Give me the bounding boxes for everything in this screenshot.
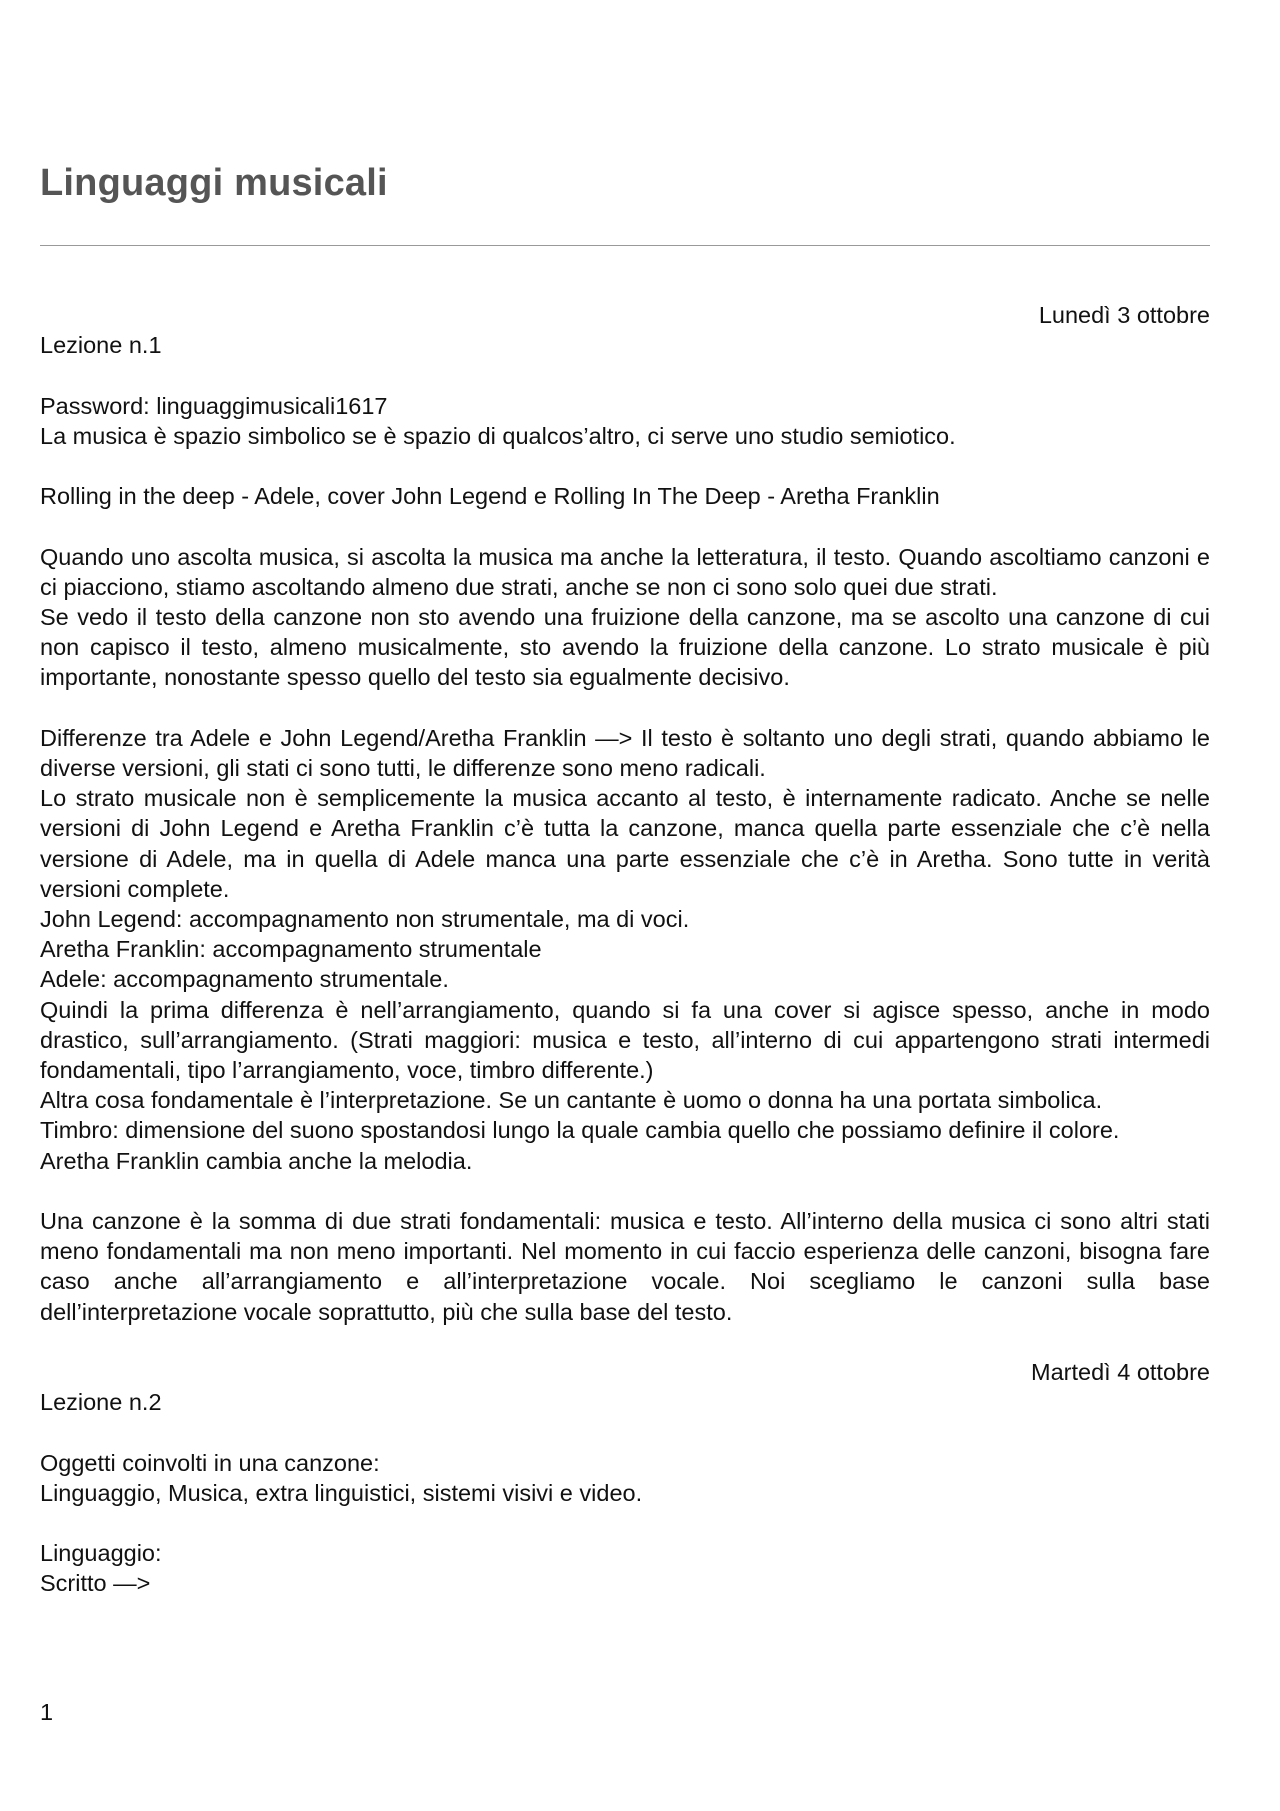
spacer [40, 451, 1210, 481]
spacer [40, 1176, 1210, 1206]
written-line: Scritto —> [40, 1570, 151, 1597]
lesson1-label: Lezione n.1 [40, 332, 162, 359]
objects-heading: Oggetti coinvolti in una canzone: [40, 1449, 380, 1476]
lesson1-date: Lunedì 3 ottobre [1038, 302, 1210, 328]
spacer [40, 1417, 1210, 1447]
title-divider [40, 245, 1210, 246]
spacer [40, 1508, 1210, 1538]
language-heading: Linguaggio: [40, 1540, 162, 1567]
paragraph-arrangement: Quindi la prima differenza è nell’arrangiamento, quando si fa una cover si agisce spesso, anche in modo drastico, sull’arrangiamento. (Strati maggiori: musica e testo, all’interno di cui appartengono strati intermedi fondamentali, tipo l’arrangiamento, voce, timbro differente.) [40, 996, 1210, 1084]
paragraph-melody: Aretha Franklin cambia anche la melodia. [40, 1147, 473, 1174]
line-aretha-franklin: Aretha Franklin: accompagnamento strumentale [40, 936, 542, 963]
lesson2-label: Lezione n.2 [40, 1389, 162, 1416]
line-john-legend: John Legend: accompagnamento non strumentale, ma di voci. [40, 906, 690, 932]
paragraph-differences: Differenze tra Adele e John Legend/Aretha Franklin —> Il testo è soltanto uno degli strati, quando abbiamo le diverse versioni, gli stati ci sono tutti, le differenze sono meno radicali. [40, 724, 1210, 781]
line-adele: Adele: accompagnamento strumentale. [40, 966, 449, 993]
page-number: 1 [40, 1699, 54, 1725]
lesson2-date: Martedì 4 ottobre [1031, 1359, 1210, 1386]
objects-list: Linguaggio, Musica, extra linguistici, sistemi visivi e video. [40, 1479, 643, 1506]
paragraph-interpretation: Altra cosa fondamentale è l’interpretazione. Se un cantante è uomo o donna ha una portata simbolica. [40, 1087, 1103, 1114]
intro-line: La musica è spazio simbolico se è spazio di qualcos’altro, ci serve uno studio semiotico. [40, 422, 956, 449]
spacer [40, 360, 1210, 390]
paragraph-musical-layer: Lo strato musicale non è semplicemente la musica accanto al testo, è internamente radicato. Anche se nelle versioni di John Legend e Aretha Franklin c’è tutta la canzone, manca quella parte essenziale che c’è nella versione di Adele, ma in quella di Adele manca una parte essenziale che c’è in Aretha. Sono tutte in verità versioni complete. [40, 785, 1210, 902]
paragraph-summary: Una canzone è la somma di due strati fondamentali: musica e testo. All’interno della musica ci sono altri stati meno fondamentali ma non meno importanti. Nel momento in cui faccio esperienza delle canzoni, bisogna fare caso anche all’arrangiamento e all’interpretazione vocale. Noi scegliamo le canzoni sulla base dell’interpretazione vocale soprattutto, più che sulla base del testo. [40, 1208, 1210, 1325]
spacer [40, 693, 1210, 723]
songs-line: Rolling in the deep - Adele, cover John Legend e Rolling In The Deep - Aretha Franklin [40, 483, 940, 510]
spacer [40, 1327, 1210, 1357]
paragraph-listening: Quando uno ascolta musica, si ascolta la musica ma anche la letteratura, il testo. Quando ascoltiamo canzoni e ci piacciono, stiamo ascoltando almeno due strati, anche se non ci sono solo quei due strati. [40, 543, 1210, 600]
paragraph-timbre: Timbro: dimensione del suono spostandosi lungo la quale cambia quello che possiamo definire il colore. [40, 1117, 1120, 1144]
spacer [40, 511, 1210, 541]
password-line: Password: linguaggimusicali1617 [40, 392, 388, 419]
paragraph-fruition: Se vedo il testo della canzone non sto avendo una fruizione della canzone, ma se ascolto una canzone di cui non capisco il testo, almeno musicalmente, sto avendo la fruizione della canzone. Lo strato musicale è più importante, nonostante spesso quello del testo sia egualmente decisivo. [40, 603, 1210, 691]
document-title: Linguaggi musicali [40, 162, 388, 204]
document-body [40, 300, 1210, 1599]
